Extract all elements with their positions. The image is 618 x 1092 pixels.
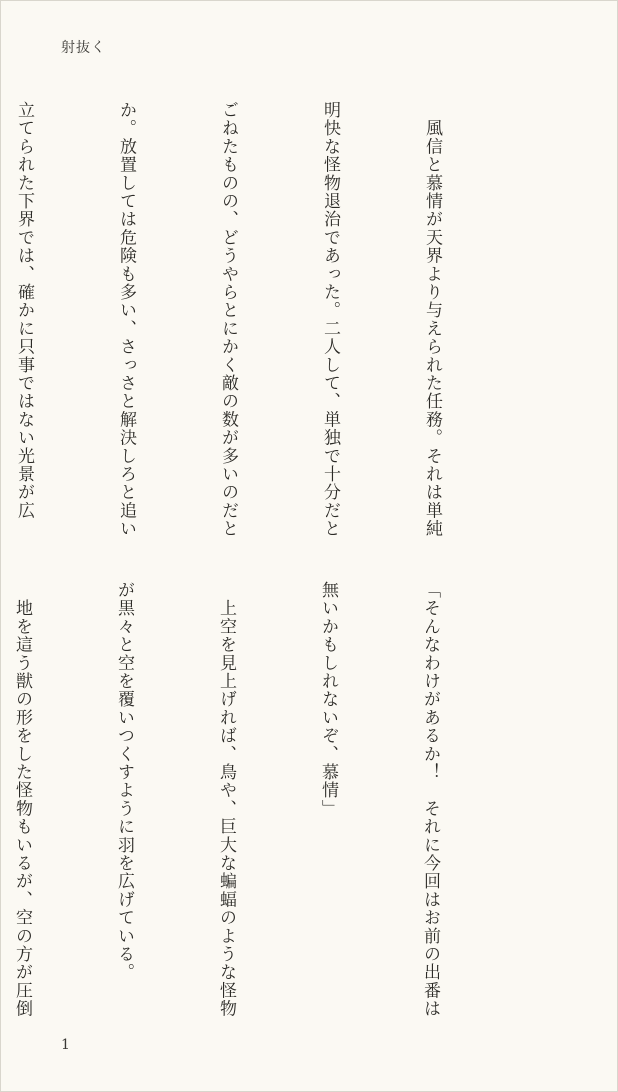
running-title: 射抜く [61, 40, 106, 56]
text-block-upper [0, 101, 517, 538]
text-line: 明快な怪物退治であった。二人して、単独で十分だと [320, 101, 340, 538]
text-line: が黒々と空を覆いつくすように羽を広げている。 [114, 581, 134, 982]
text-line: 地を這う獣の形をした怪物もいるが、空の方が圧倒 [12, 581, 32, 1018]
text-line: ごねたものの、どうやらとにかく敵の数が多いのだと [218, 101, 238, 538]
text-line: 上空を見上げれば、鳥や、巨大な蝙蝠のような怪物 [216, 581, 236, 1018]
text-line: か。放置しては危険も多い、さっさと解決しろと追い [116, 101, 136, 538]
text-line: 風信と慕情が天界より与えられた任務。それは単純 [422, 101, 442, 538]
text-line: 無いかもしれないぞ、慕情」 [318, 581, 338, 818]
text-line: 「そんなわけがあるか！ それに今回はお前の出番は [420, 581, 440, 1018]
page-number: 1 [61, 1037, 70, 1053]
text-block-lower [0, 581, 515, 1018]
text-line: 立てられた下界では、確かに只事ではない光景が広 [14, 101, 34, 520]
